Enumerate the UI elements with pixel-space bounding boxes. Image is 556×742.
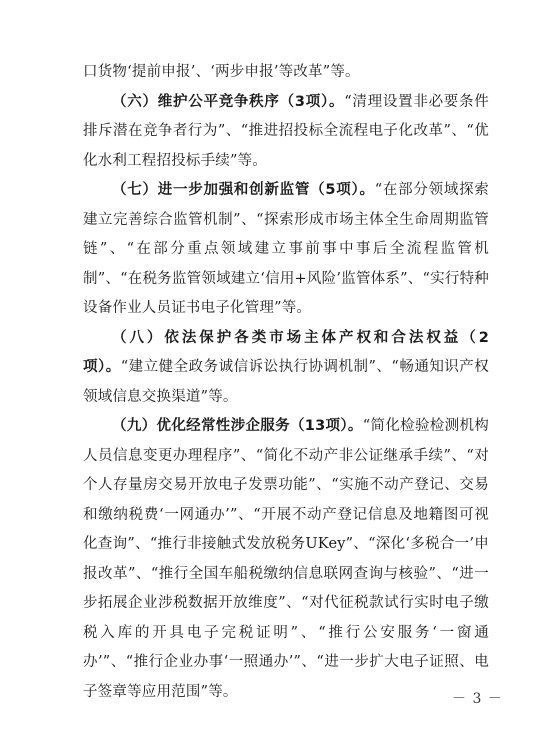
paragraph-section-7 (83, 176, 489, 324)
paragraph-section-6 (83, 88, 489, 177)
paragraph-1-body: 口货物‘提前申报’、‘两步申报’等改革”等。 (83, 64, 360, 80)
section-7-body: “在部分领域探索建立完善综合监管机制”、“探索形成市场主体全生命周期监管链”、“在部分重点领域建立事前事中事后全流程监管机制”、“在税务监管领域建立‘信用+风险’监管体系”、“实行特种设备作业人员证书电子化管理”等。 (83, 182, 490, 316)
section-9-heading: （九）优化经常性涉企服务（13项）。 (112, 418, 363, 434)
section-7-heading: （七）进一步加强和创新监管（5项）。 (112, 182, 375, 198)
section-8-body: “建立健全政务诚信诉讼执行协调机制”、“畅通知识产权领域信息交换渠道”等。 (83, 359, 489, 405)
page-number: － 3 － (452, 691, 503, 707)
paragraph-section-8 (83, 324, 489, 413)
section-6-heading: （六）维护公平竞争秩序（3项）。 (112, 93, 345, 110)
document-body (83, 58, 489, 707)
section-8-heading: （八）依法保护各类市场主体产权和合法权益（2项）。 (83, 329, 489, 375)
paragraph-continuation (83, 58, 489, 88)
section-6-body: “清理设置非必要条件排斥潜在竞争者行为”、“推进招投标全流程电子化改革”、“优化水利工程招投标手续”等。 (83, 93, 489, 169)
section-9-body: “简化检验检测机构人员信息变更办理程序”、“简化不动产非公证继承手续”、“对个人存量房交易开放电子发票功能”、“实施不动产登记、交易和缴纳税费‘一网通办’”、“开展不动产登记信息及地籍图可视化查询”、“推行非接触式发放税务UKey”、“深化‘多税合一’申报改革”、“推行全国车船税缴纳信息联网查询与核验”、“进一步拓展企业涉税数据开放维度”、“对代征税款试行实时电子缴税入库的开具电子完税证明”、“推行公安服务‘一窗通办’”、“推行企业办事‘一照通办’”、“进一步扩大电子证照、电子签章等应用范围”等。 (83, 418, 490, 700)
paragraph-section-9 (83, 412, 489, 707)
